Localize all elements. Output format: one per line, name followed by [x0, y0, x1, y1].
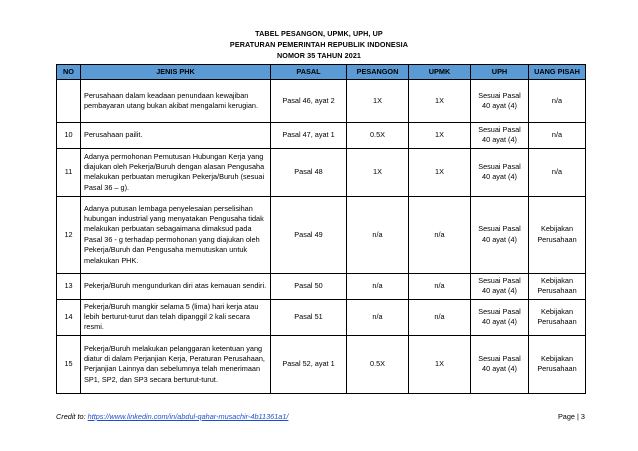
title-line-2: PERATURAN PEMERINTAH REPUBLIK INDONESIA	[229, 40, 409, 49]
table-row	[57, 273, 586, 299]
table-row	[57, 148, 586, 196]
cell-uang-pisah: n/a	[529, 148, 586, 196]
table-row	[57, 80, 586, 123]
col-header-no: NO	[57, 65, 81, 80]
cell-pesangon: 1X	[347, 148, 409, 196]
cell-no: 10	[57, 123, 81, 149]
cell-no: 12	[57, 196, 81, 273]
cell-pasal: Pasal 52, ayat 1	[271, 335, 347, 393]
cell-jenis-phk: Adanya putusan lembaga penyelesaian perselisihan hubungan industrial yang menyatakan Pengusaha tidak melakukan perbuatan sebagaimana dimaksud pada Pasal 36 - g terhadap permohonan yang diajukan oleh Pekerja/Buruh dan Pengusaha memutuskan untuk melakukan PHK.	[81, 196, 271, 273]
cell-uang-pisah: n/a	[529, 123, 586, 149]
col-header-uang-pisah: UANG PISAH	[529, 65, 586, 80]
cell-pesangon: 0.5X	[347, 123, 409, 149]
cell-uph: Sesuai Pasal 40 ayat (4)	[471, 196, 529, 273]
table-row	[57, 196, 586, 273]
cell-pasal: Pasal 46, ayat 2	[271, 80, 347, 123]
cell-upmk: 1X	[409, 80, 471, 123]
cell-pasal: Pasal 51	[271, 299, 347, 335]
cell-upmk: 1X	[409, 148, 471, 196]
cell-no: 11	[57, 148, 81, 196]
cell-uang-pisah: n/a	[529, 80, 586, 123]
cell-uph: Sesuai Pasal 40 ayat (4)	[471, 299, 529, 335]
cell-pasal: Pasal 49	[271, 196, 347, 273]
cell-uang-pisah: Kebijakan Perusahaan	[529, 299, 586, 335]
cell-uph: Sesuai Pasal 40 ayat (4)	[471, 273, 529, 299]
document-header	[0, 28, 638, 61]
cell-pasal: Pasal 47, ayat 1	[271, 123, 347, 149]
cell-no: 14	[57, 299, 81, 335]
table-row	[57, 299, 586, 335]
table-row	[57, 123, 586, 149]
cell-uph: Sesuai Pasal 40 ayat (4)	[471, 123, 529, 149]
cell-upmk: n/a	[409, 273, 471, 299]
cell-pasal: Pasal 48	[271, 148, 347, 196]
col-header-pasal: PASAL	[271, 65, 347, 80]
cell-jenis-phk: Pekerja/Buruh mangkir selama 5 (lima) hari kerja atau lebih berturut-turut dan telah dipanggil 2 kali secara resmi.	[81, 299, 271, 335]
col-header-uph: UPH	[471, 65, 529, 80]
cell-jenis-phk: Perusahaan pailit.	[81, 123, 271, 149]
cell-jenis-phk: Pekerja/Buruh mengundurkan diri atas kemauan sendiri.	[81, 273, 271, 299]
title-line-1: TABEL PESANGON, UPMK, UPH, UP	[255, 29, 383, 38]
title-line-3: NOMOR 35 TAHUN 2021	[276, 51, 362, 60]
cell-uang-pisah: Kebijakan Perusahaan	[529, 273, 586, 299]
cell-no: 15	[57, 335, 81, 393]
cell-pesangon: 1X	[347, 80, 409, 123]
cell-pesangon: n/a	[347, 273, 409, 299]
credit-prefix: Credit to:	[56, 412, 88, 421]
severance-table	[56, 64, 586, 394]
table-row	[57, 335, 586, 393]
cell-uang-pisah: Kebijakan Perusahaan	[529, 196, 586, 273]
cell-upmk: 1X	[409, 335, 471, 393]
cell-jenis-phk: Pekerja/Buruh melakukan pelanggaran ketentuan yang diatur di dalam Perjanjian Kerja, Peraturan Perusahaan, Perjanjian Lainnya dan sebelumnya telah menerimaan SP1, SP2, dan SP3 secara berturut-turut.	[81, 335, 271, 393]
cell-pesangon: n/a	[347, 299, 409, 335]
col-header-jenis-phk: JENIS PHK	[81, 65, 271, 80]
cell-upmk: n/a	[409, 299, 471, 335]
cell-no: 13	[57, 273, 81, 299]
cell-pesangon: n/a	[347, 196, 409, 273]
cell-uph: Sesuai Pasal 40 ayat (4)	[471, 148, 529, 196]
cell-jenis-phk: Perusahaan dalam keadaan penundaan kewajiban pembayaran utang bukan akibat mengalami kerugian.	[81, 80, 271, 123]
cell-uph: Sesuai Pasal 40 ayat (4)	[471, 80, 529, 123]
cell-pesangon: 0.5X	[347, 335, 409, 393]
credit-link[interactable]: https://www.linkedin.com/in/abdul-qahar-musachir-4b11361a1/	[87, 412, 289, 421]
col-header-upmk: UPMK	[409, 65, 471, 80]
page-number: Page | 3	[557, 412, 585, 421]
cell-pasal: Pasal 50	[271, 273, 347, 299]
credit-line	[56, 412, 288, 421]
cell-no	[57, 80, 81, 123]
col-header-pesangon: PESANGON	[347, 65, 409, 80]
table-header-row	[57, 65, 586, 80]
cell-upmk: 1X	[409, 123, 471, 149]
cell-upmk: n/a	[409, 196, 471, 273]
cell-jenis-phk: Adanya permohonan Pemutusan Hubungan Kerja yang diajukan oleh Pekerja/Buruh dengan alasan Pengusaha melakukan perbuatan merugikan Pekerja/Buruh (sesuai Pasal 36 – g).	[81, 148, 271, 196]
cell-uph: Sesuai Pasal 40 ayat (4)	[471, 335, 529, 393]
cell-uang-pisah: Kebijakan Perusahaan	[529, 335, 586, 393]
